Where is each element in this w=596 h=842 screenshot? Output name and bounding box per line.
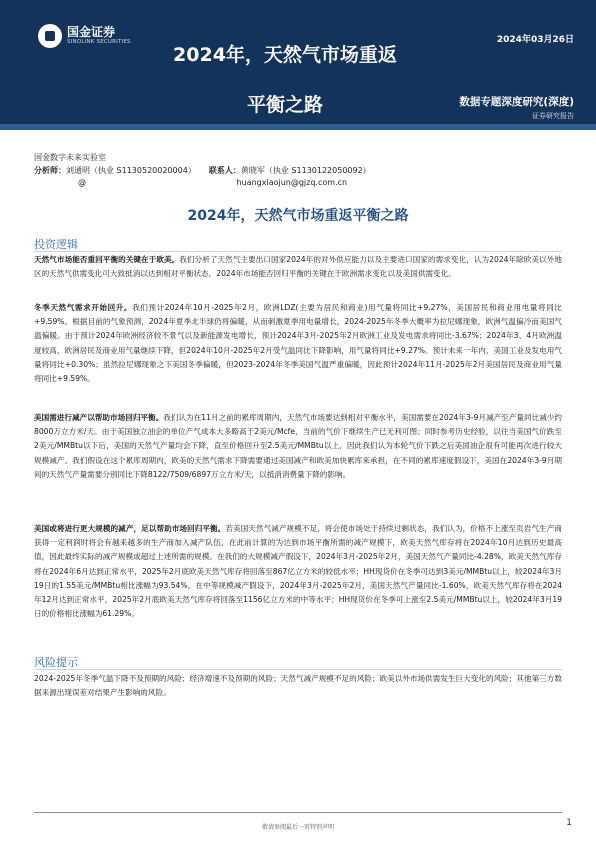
header-stripe — [0, 124, 596, 130]
logo-emblem-icon — [38, 24, 62, 48]
analyst-email-at: @ — [78, 178, 86, 187]
paragraph-3-body: 我们认为在11月之前的累库周期内，天然气市场要达到相对平衡水平，美国需要在2024年3-9月减产至产量同比减少约8000万立方米/天。由于美国独立油企的单位产气成本大多略高于2美元/Mcfe，当前的气价下继续生产已无利可图；同时参考历史经验，以往当美国气价跌至2美元/MMBtu以下后，美国的天然气产量均会下降，直至价格回升至2.5美元/MMBtu以上，因此我们认为本轮气价下跌之后美国油企很有可能再次进行较大规模减产。我们假设在这个累库周期内，欧美的天然气需求下降需要通过美国减产和欧美加快累库来承担，在不同的累库速度假设下，美国在2024年3-9月期间的天然气产量需要分别同比下降8122/7509/6897万立方米/天，以抵消消费量下降的影响。 — [34, 413, 562, 479]
paragraph-1-lead: 天然气市场能否重回平衡的关键在于欧美。 — [34, 255, 180, 264]
analyst-value: 刘通明（执业 S1130520020004） — [66, 166, 196, 175]
report-subtitle: 证券研究报告 — [532, 112, 574, 120]
report-date: 2024年03月26日 — [496, 35, 574, 45]
report-title-line2: 平衡之路 — [246, 94, 323, 116]
footer-divider — [34, 812, 562, 813]
contact-email[interactable]: huangxiaojun@gjzq.com.cn — [236, 178, 348, 187]
paragraph-2-lead: 冬季天然气需求开始回升。 — [34, 303, 133, 312]
logo-name: 国金证券 — [67, 25, 116, 39]
paragraph-1 — [34, 253, 562, 281]
email-line — [34, 178, 347, 187]
footer-disclaimer: 敬请参阅最后一页特别声明 — [261, 824, 334, 831]
analyst-label: 分析师： — [34, 166, 66, 175]
company-logo — [38, 22, 148, 50]
paragraph-1-body: 我们分析了天然气主要出口国家2024年的对外供应能力以及主要进口国家的需求变化，认为2024年除欧美以外地区的天然气供需变化可大致抵消以达到相对平衡状态，2024年市场能否回归平衡的关键在于欧洲需求变化以及美国供需变化。 — [34, 255, 562, 279]
section-title-logic: 投资逻辑 — [34, 238, 78, 251]
paragraph-2-body: 我们预计2024年10月-2025年2月，欧洲LDZ(主要为居民和商业)用气量将同比+9.27%，美国居民和商业用电量将同比+9.59%。根据目前的气象预测，2024年夏季北半球仍将偏暖，从而刺激夏季用电量增长，2024-2025年冬季大概率为拉尼娜现象，欧洲气温偏冷而美国气温偏暖。由于预计2024年欧洲经济较不景气以及新能源发电增长，预计2024年3月-2025年2月欧洲工业及发电需求将同比-3.67%；2024年3、4月欧洲温度较高，欧洲居民及商业用气量继续下降，但2024年10月-2025年2月受气温同比下降影响，用气量将同比+9.27%。预计未来一年内，美国工业及发电用气量将同比+0.30%；虽然拉尼娜现象之下美国冬季偏暖，但2023-2024年冬季美国气温严重偏暖，因此预计2024年11月-2025年2月美国居民及商业用气量将同比+9.59%。 — [34, 303, 563, 384]
paragraph-5-body: 2024-2025年冬季气温下降不及预期的风险；经济增速不及预期的风险；天然气减产规模不足的风险；欧美以外市场供需发生巨大变化的风险；其他第三方数据来源出现误差对结果产生影响的风险。 — [34, 674, 562, 698]
paragraph-2 — [34, 301, 562, 386]
logo-english-name: SINOLINK SECURITIES — [67, 39, 131, 45]
main-title: 2024年，天然气市场重返平衡之路 — [187, 208, 409, 224]
report-title-line1: 2024年，天然气市场重返 — [173, 44, 397, 66]
paragraph-4-body: 若美国天然气减产规模不足，将会使市场处于持续过剩状态，我们认为，价格不上涨至页岩气生产商获得一定利润时将会有越来越多的生产商加入减产队伍，在此前计算的为达到市场平衡所需的减产规模下，欧美天然气库存将在2024年10月达到历史最高值，因此最终实际的减产规模或超过上述所需的规模。在我们的大规模减产假设下，2024年3月-2025年2月，美国天然气产量同比-4.28%，欧美天然气库存将在2024年6月达到正常水平，2025年2月底欧美天然气库存将回落至867亿立方米的较低水平；HH现货价在冬季可达到3美元/MMBtu以上，较2024年3月19日的1.55美元/MMBtu相比涨幅为93.54%。在中等规模减产假设下，2024年3月-2025年2月，美国天然气产量同比-1.60%，欧美天然气库存将在2024年12月达到正常水平，2025年2月底欧美天然气库存将回落至1156亿立方米的中等水平；HH现货价在冬季可上涨至2.5美元/MMBtu以上，较2024年3月19日的价格相比涨幅为61.29%。 — [34, 524, 562, 619]
contact-value: 黄晓军（执业 S1130122050092） — [240, 166, 371, 175]
paragraph-3-lead: 美国需进行减产以帮助市场回归平衡。 — [34, 413, 164, 422]
report-type: 数据专题深度研究(深度) — [459, 96, 574, 108]
section-divider — [34, 251, 562, 252]
paragraph-5 — [34, 672, 562, 700]
institute-name: 国金数字未来实验室 — [34, 153, 106, 162]
section-title-risk: 风险提示 — [34, 656, 78, 669]
contact-label: 联系人： — [208, 166, 241, 175]
paragraph-4 — [34, 522, 562, 621]
page-number: 1 — [566, 818, 572, 828]
paragraph-4-lead: 美国或将进行更大规模的减产，足以帮助市场回归平衡。 — [34, 524, 226, 533]
analyst-line — [34, 165, 371, 176]
section-divider — [34, 669, 562, 670]
paragraph-3 — [34, 411, 562, 482]
